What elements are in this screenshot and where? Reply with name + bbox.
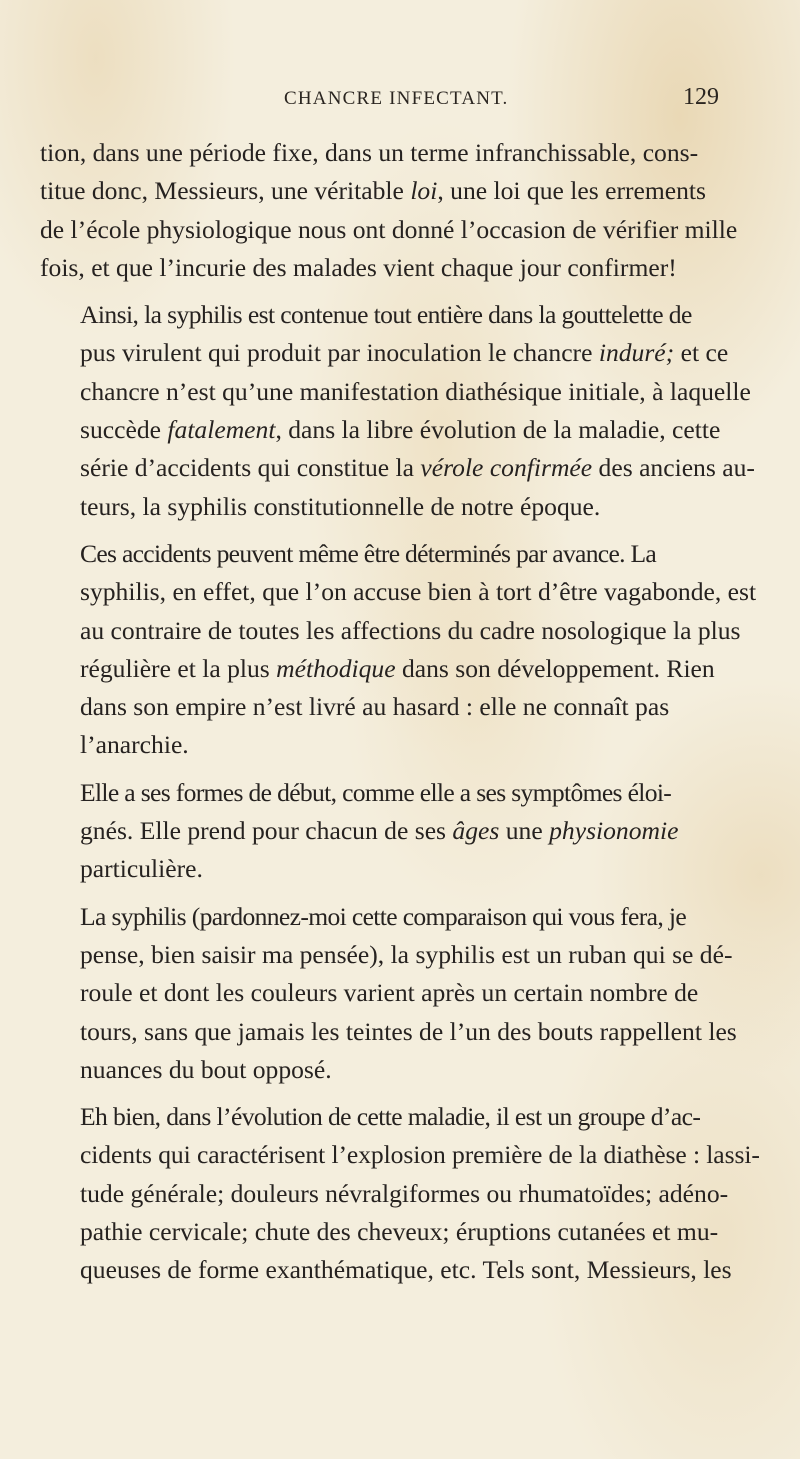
italic-text: physionomie [549,816,679,846]
text-run: tion, dans une période fixe, dans un terme infranchissable, cons- [40,138,699,167]
italic-text: induré; [598,338,675,368]
text-run: syphilis, en effet, que l’on accuse bien à tort d’être vagabonde, est [80,577,757,607]
text-line [40,172,760,210]
text-line [40,1175,760,1213]
text-line [40,974,760,1012]
text-line [40,296,760,334]
running-title: CHANCRE INFECTANT. [284,88,509,109]
text-run: pus virulent qui produit par inoculation le chancre [80,338,599,368]
text-run: gnés. Elle prend pour chacun de ses [80,816,453,846]
paragraph [40,535,760,765]
text-line [40,1136,760,1174]
text-line [40,1051,760,1089]
italic-text: fatalement [167,415,276,445]
text-run: l’anarchie. [80,730,189,760]
paragraph [40,134,760,287]
text-run: série d’accidents qui constitue la [80,453,421,483]
page-header [0,84,800,118]
text-line [40,249,760,287]
text-run: teurs, la syphilis constitutionnelle de notre époque. [80,491,601,521]
text-line [40,373,760,411]
text-run: , dans la libre évolution de la maladie, cette [275,415,721,445]
body-text [40,134,760,1299]
text-run: nuances du bout opposé. [80,1054,332,1084]
italic-text: loi [410,176,438,206]
text-run: succède [80,415,168,445]
text-line [40,334,760,372]
text-line [40,1213,760,1251]
text-run: des anciens au- [592,453,755,483]
paragraph [40,296,760,526]
text-line [40,535,760,573]
text-run: pathie cervicale; chute des cheveux; éruptions cutanées et mu- [80,1217,719,1247]
text-run: queuses de forme exanthématique, etc. Tels sont, Messieurs, les [80,1255,732,1285]
text-run: dans son développement. Rien [395,653,715,683]
text-run: La syphilis (pardonnez-moi cette comparaison qui vous fera, je [80,901,687,931]
text-line [40,850,760,888]
text-run: régulière et la plus [80,653,277,683]
italic-text: méthodique [276,653,396,683]
text-run: titue donc, Messieurs, une véritable [40,176,411,206]
text-run: fois, et que l’incurie des malades vient chaque jour confirmer! [40,252,677,282]
text-line [40,134,760,172]
text-run: pense, bien saisir ma pensée), la syphilis est un ruban qui se dé- [80,939,733,969]
text-run: roule et dont les couleurs varient après un certain nombre de [80,978,699,1008]
text-run: au contraire de toutes les affections du cadre nosologique la plus [80,615,741,645]
text-line [40,688,760,726]
text-line [40,573,760,611]
text-line [40,1251,760,1289]
text-run: tude générale; douleurs névralgiformes ou rhumatoïdes; adéno- [80,1178,729,1208]
paragraph [40,1098,760,1289]
paragraph [40,774,760,889]
text-run: de l’école physiologique nous ont donné l’occasion de vérifier mille [40,214,738,244]
text-run: Elle a ses formes de début, comme elle a ses symptômes éloi- [80,777,672,807]
text-line [40,449,760,487]
text-run: particulière. [80,854,203,884]
text-line [40,488,760,526]
paragraph [40,898,760,1089]
text-line [40,812,760,850]
text-line [40,1098,760,1136]
text-line [40,774,760,812]
text-line [40,936,760,974]
text-run: chancre n’est qu’une manifestation diathésique initiale, à laquelle [80,376,751,406]
italic-text: âges [452,816,500,846]
text-line [40,1013,760,1051]
page-number: 129 [683,84,719,110]
text-run: , une loi que les errements [437,176,706,206]
text-run: tours, sans que jamais les teintes de l’un des bouts rappellent les [80,1016,737,1046]
text-run: dans son empire n’est livré au hasard : elle ne connaît pas [80,692,670,722]
text-line [40,612,760,650]
text-line [40,411,760,449]
text-run: Eh bien, dans l’évolution de cette maladie, il est un groupe d’ac- [80,1102,701,1132]
text-line [40,650,760,688]
text-run: cidents qui caractérisent l’explosion première de la diathèse : lassi- [80,1140,760,1170]
italic-text: vérole confirmée [420,453,593,483]
text-run: une [499,816,550,846]
text-line [40,726,760,764]
text-run: Ces accidents peuvent même être déterminés par avance. La [80,538,657,568]
text-run: et ce [674,338,729,368]
text-run: Ainsi, la syphilis est contenue tout entière dans la gouttelette de [80,300,692,330]
text-line [40,211,760,249]
text-line [40,898,760,936]
